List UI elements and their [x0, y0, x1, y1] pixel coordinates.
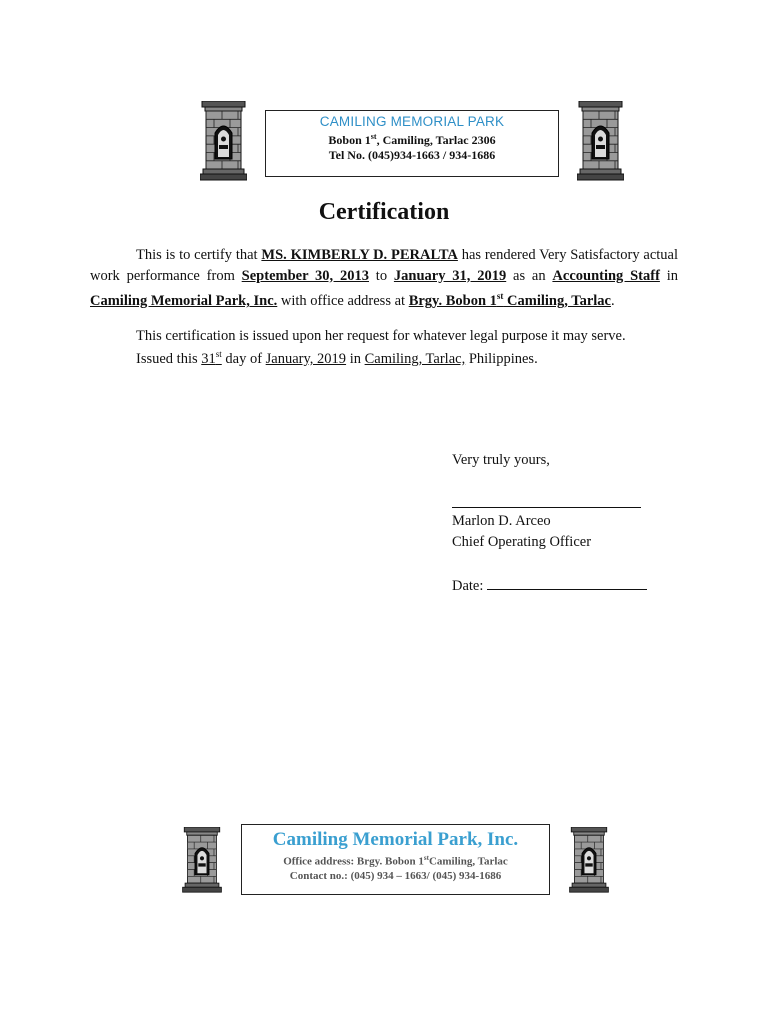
- closing: Very truly yours,: [452, 452, 550, 468]
- memorial-pillar-icon: [182, 827, 222, 893]
- issued-place: Camiling, Tarlac,: [364, 350, 466, 367]
- start-date: September 30, 2013: [241, 267, 369, 284]
- footer-contact: Contact no.: (045) 934 – 1663/ (045) 934-1686: [289, 869, 502, 882]
- footer-office-address: Office address: Brgy. Bobon 1stCamiling, Tarlac: [283, 854, 508, 868]
- date-blank-line: [487, 575, 647, 590]
- footer-box: [241, 824, 550, 895]
- purpose-line: This certification is issued upon her request for whatever legal purpose it may serve.: [136, 328, 626, 344]
- signature-line: [452, 507, 641, 508]
- issued-line: Issued this 31st day of January, 2019 in Camiling, Tarlac, Philippines.: [136, 349, 538, 367]
- certification-paragraph: This is to certify that MS. KIMBERLY D. PERALTA has rendered Very Satisfactory actual work performance from September 30, 2013 to January 31, 2019 as an Accounting Staff in Camiling Memorial Park, Inc. with office address at Brgy. Bobon 1st Camiling, Tarlac.: [90, 247, 678, 309]
- letterhead-company-name: CAMILING MEMORIAL PARK: [319, 114, 505, 129]
- date-label: Date:: [452, 578, 488, 594]
- memorial-pillar-icon: [200, 101, 247, 181]
- letterhead-telephone: Tel No. (045)934-1663 / 934-1686: [328, 148, 496, 162]
- issued-month: January, 2019: [265, 350, 347, 367]
- signer-name: Marlon D. Arceo: [452, 513, 551, 529]
- memorial-pillar-icon: [577, 101, 624, 181]
- document-title: Certification: [318, 199, 450, 225]
- letterhead-address: Bobon 1st, Camiling, Tarlac 2306: [328, 132, 496, 147]
- issued-day: 31st: [201, 349, 222, 367]
- employee-name: MS. KIMBERLY D. PERALTA: [261, 247, 458, 263]
- signer-title: Chief Operating Officer: [452, 534, 592, 550]
- company-name: Camiling Memorial Park, Inc.: [90, 292, 278, 309]
- letterhead-box: [265, 110, 559, 177]
- date-field: [452, 575, 647, 595]
- position: Accounting Staff: [552, 267, 660, 284]
- end-date: January 31, 2019: [393, 267, 507, 284]
- footer-company-name: Camiling Memorial Park, Inc.: [272, 829, 519, 850]
- memorial-pillar-icon: [569, 827, 609, 893]
- office-address: Brgy. Bobon 1st Camiling, Tarlac: [408, 291, 611, 309]
